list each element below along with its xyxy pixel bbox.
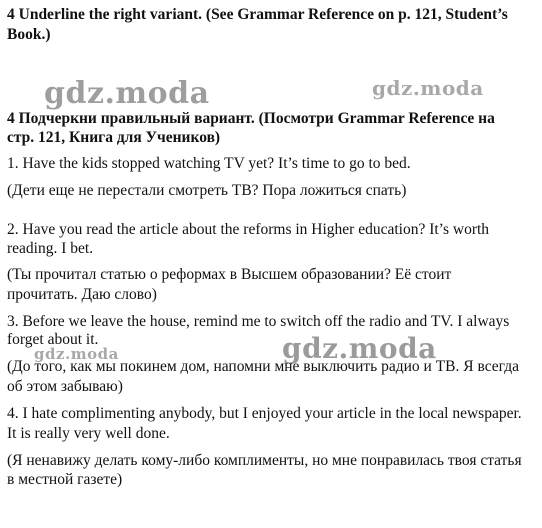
item-2-russian-line-2: прочитать. Даю слово) [7,286,157,303]
item-2-russian-line-1: (Ты прочитал статью о реформах в Высшем образовании? Её стоит [7,266,452,283]
item-4-russian-line-2: в местной газете) [7,471,123,488]
watermark-logo: gdz.moda [34,345,119,363]
task-title-ru-line-2: стр. 121, Книга для Учеников) [7,129,221,146]
item-2-english-line-1: 2. Have you read the article about the reforms in Higher education? It’s worth [7,221,490,238]
watermark-logo: gdz.moda [372,76,484,100]
item-3-english-line-2: forget about it. [7,331,99,348]
task-title-ru-line-1: 4 Подчеркни правильный вариант. (Посмотри Grammar Reference на [7,110,495,127]
item-4-english-line-1: 4. I hate complimenting anybody, but I enjoyed your article in the local newspaper. [7,405,522,422]
item-3-russian-line-1: (До того, как мы покинем дом, напомни мне выключить радио и ТВ. Я всегда [7,358,520,375]
item-3-english-line-1: 3. Before we leave the house, remind me to switch off the radio and TV. I always [7,313,510,330]
task-title-en-line-2: Book.) [7,26,51,43]
watermark-logo: gdz.moda [282,332,437,365]
item-1-english: 1. Have the kids stopped watching TV yet? It’s time to go to bed. [7,155,411,172]
task-title-en-line-1: 4 Underline the right variant. (See Grammar Reference on p. 121, Student’s [7,6,508,23]
item-4-russian-line-1: (Я ненавижу делать кому-либо комплименты, но мне понравилась твоя статья [7,452,522,469]
item-3-russian-line-2: об этом забываю) [7,378,123,395]
item-2-english-line-2: reading. I bet. [7,240,94,257]
item-4-english-line-2: It is really very well done. [7,425,170,442]
watermark-logo: gdz.moda [44,76,210,111]
item-1-russian: (Дети еще не перестали смотреть ТВ? Пора ложиться спать) [7,182,407,199]
